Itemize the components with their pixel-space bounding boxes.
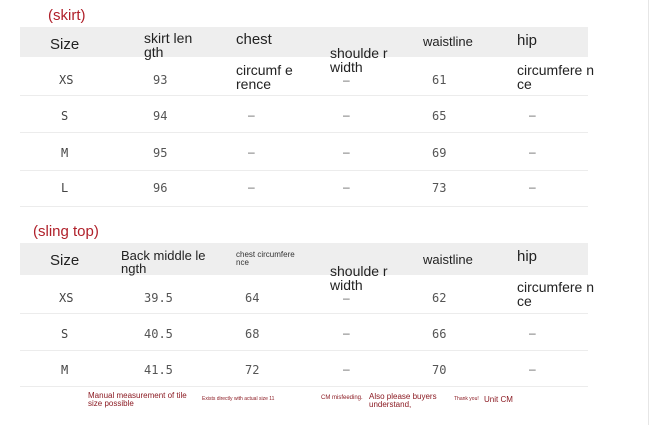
chest-cell: 64 — [245, 291, 260, 305]
length-cell: 93 — [153, 73, 168, 87]
chest-cell: – — [248, 180, 255, 194]
hip-cell: – — [529, 362, 536, 376]
waist-cell: 66 — [432, 327, 447, 341]
waist-cell: 62 — [432, 291, 447, 305]
chest-cell: 68 — [245, 327, 260, 341]
waist-cell: 69 — [432, 146, 447, 160]
size-cell: S — [61, 109, 69, 123]
sling-header-waist: waistline — [423, 252, 473, 267]
shoulder-cell: – — [343, 108, 350, 122]
hip-cell: – — [529, 108, 536, 122]
table-row — [20, 313, 588, 351]
skirt-header-length: skirt length — [144, 30, 193, 60]
hip-cell: – — [529, 326, 536, 340]
skirt-header-shoulder: shoulde r width — [330, 45, 388, 75]
skirt-header-hip-continued: circumfere nce — [517, 62, 595, 92]
footnote-thank-you: Thank you! — [454, 396, 479, 402]
footnote-cm-misfeeding: CM misfeeding. — [321, 395, 363, 401]
waist-cell: 65 — [432, 109, 447, 123]
waist-cell: 70 — [432, 363, 447, 377]
shoulder-cell: – — [343, 326, 350, 340]
size-cell: M — [61, 146, 69, 160]
waist-cell: 73 — [432, 181, 447, 195]
table-row — [20, 275, 588, 314]
table-row — [20, 95, 588, 133]
waist-cell: 61 — [432, 73, 447, 87]
length-cell: 95 — [153, 146, 168, 160]
length-cell: 41.5 — [144, 363, 173, 377]
skirt-header-chest: chest — [236, 31, 272, 48]
skirt-header-waist: waistline — [423, 34, 473, 49]
table-row — [20, 132, 588, 171]
footnote-actual-size: Exists directly with actual size 11 — [202, 396, 275, 402]
size-cell: M — [61, 363, 69, 377]
chest-cell: – — [248, 108, 255, 122]
sling-header-hip: hip — [517, 248, 538, 265]
footnote-unit-cm: Unit CM — [484, 395, 513, 404]
sling-top-section-title: (sling top) — [33, 223, 99, 240]
length-cell: 40.5 — [144, 327, 173, 341]
table-row — [20, 57, 588, 96]
sling-header-length: Back middle length — [121, 248, 206, 276]
skirt-header-chest-continued: circumf erence — [236, 62, 293, 92]
skirt-header-size: Size — [50, 36, 80, 53]
footnote-buyers-understand: Also please buyers understand, — [369, 392, 437, 410]
size-cell: L — [61, 181, 69, 195]
shoulder-cell: – — [343, 180, 350, 194]
hip-cell: – — [529, 145, 536, 159]
page-edge — [648, 0, 661, 425]
shoulder-cell: – — [343, 362, 350, 376]
sling-header-size: Size — [50, 252, 80, 269]
table-row — [20, 350, 588, 387]
chest-cell: 72 — [245, 363, 260, 377]
size-cell: XS — [59, 291, 74, 305]
shoulder-cell: – — [343, 73, 350, 87]
length-cell: 96 — [153, 181, 168, 195]
table-row — [20, 170, 588, 207]
size-cell: XS — [59, 73, 74, 87]
shoulder-cell: – — [343, 145, 350, 159]
length-cell: 39.5 — [144, 291, 173, 305]
sling-header-hip-continued: circumfere nce — [517, 279, 595, 309]
skirt-section-title: (skirt) — [48, 7, 86, 24]
skirt-header-hip: hip — [517, 32, 538, 49]
size-cell: S — [61, 327, 69, 341]
shoulder-cell: – — [343, 291, 350, 305]
length-cell: 94 — [153, 109, 168, 123]
sling-top-header-row — [20, 243, 588, 275]
sling-header-shoulder: shoulde r width — [330, 263, 388, 293]
footnote-manual-measurement: Manual measurement of tile size possible — [88, 391, 187, 409]
chest-cell: – — [248, 145, 255, 159]
hip-cell: – — [529, 180, 536, 194]
sling-header-chest: chest circumference — [236, 250, 295, 268]
